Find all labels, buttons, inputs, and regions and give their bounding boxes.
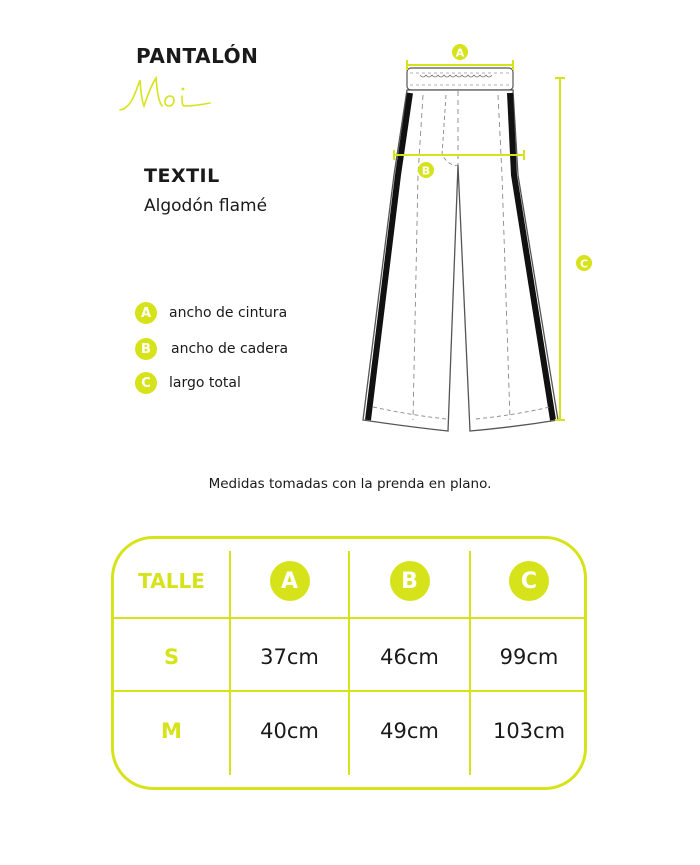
pants-diagram (350, 35, 600, 445)
waistband-shape (407, 68, 513, 90)
measurement-value: 99cm (499, 645, 559, 669)
marker-b-text: B (421, 164, 431, 178)
table-row-m-size (114, 698, 229, 764)
column-badge-b: B (390, 561, 430, 601)
table-cell (231, 624, 348, 690)
legend-letter-badge: A (135, 302, 157, 324)
table-header-c (471, 545, 587, 617)
table-header-a (231, 545, 348, 617)
table-cell (350, 624, 469, 690)
product-title: PANTALÓN (136, 44, 259, 68)
size-label: S (163, 645, 180, 669)
column-badge-a: A (270, 561, 310, 601)
legend-item-b (135, 337, 288, 361)
measurement-value: 46cm (380, 645, 439, 669)
legend-letter-badge: C (135, 372, 157, 394)
size-header-label: TALLE (138, 569, 205, 593)
table-cell (350, 698, 469, 764)
table-cell (471, 624, 587, 690)
table-row-s-size (114, 624, 229, 690)
measurement-value: 103cm (492, 719, 566, 743)
legend-label: ancho de cintura (169, 305, 288, 321)
section-value: Algodón flamé (144, 196, 268, 216)
table-cell (231, 698, 348, 764)
size-label: M (161, 719, 182, 743)
column-badge-c: C (509, 561, 549, 601)
legend-label: largo total (169, 375, 241, 391)
measurement-value: 40cm (260, 719, 319, 743)
section-label: TEXTIL (144, 165, 220, 187)
table-header-b (350, 545, 469, 617)
marker-a-text: A (455, 46, 465, 60)
measurement-value: 49cm (380, 719, 439, 743)
measurement-value: 37cm (260, 645, 319, 669)
table-header-size (114, 545, 229, 617)
legend-label: ancho de cadera (171, 341, 289, 357)
marker-c-text: C (579, 257, 589, 271)
legend-item-c (135, 371, 241, 395)
table-cell (471, 698, 587, 764)
legend-item-a (135, 301, 287, 325)
brand-signature-logo (118, 72, 228, 117)
measurement-note: Medidas tomadas con la prenda en plano. (208, 476, 492, 492)
legend-letter-badge: B (135, 338, 157, 360)
